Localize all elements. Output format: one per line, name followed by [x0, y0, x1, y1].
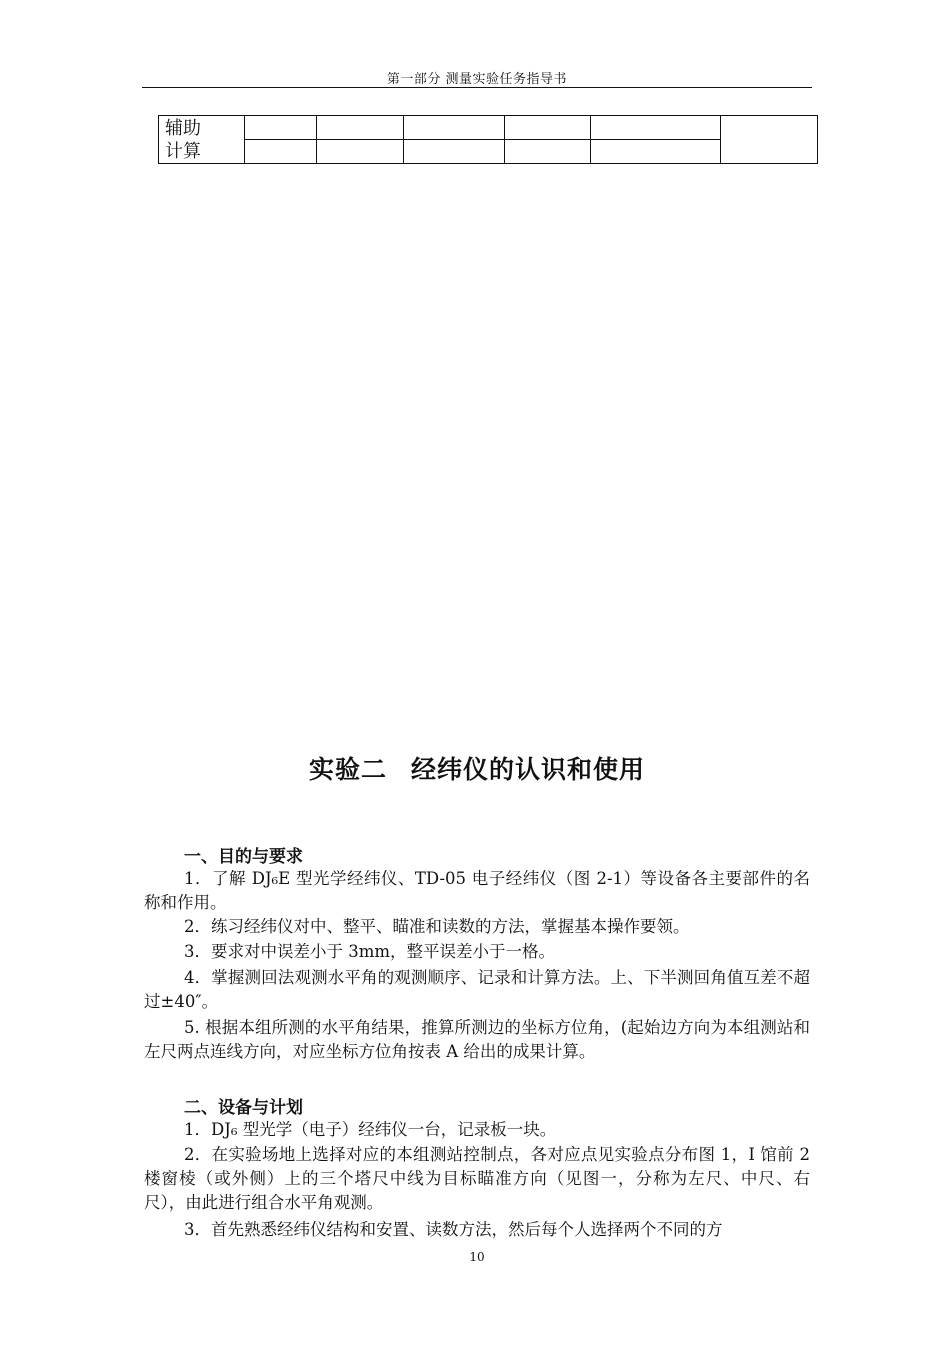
- experiment-title: [142, 750, 812, 786]
- equipment-item-3: 3．首先熟悉经纬仪结构和安置、读数方法，然后每个人选择两个不同的方: [184, 1220, 723, 1239]
- objective-item-5: 5. 根据本组所测的水平角结果，推算所测边的坐标方位角，(起始边方向为本组测站和左尺两点连线方向，对应坐标方位角按表 A 给出的成果计算。: [144, 1018, 810, 1061]
- aux-calc-label-cell: [159, 116, 245, 164]
- equipment-item-2: 2．在实验场地上选择对应的本组测站控制点，各对应点见实验点分布图 1，I 馆前 2 楼窗棱（或外侧）上的三个塔尺中线为目标瞄准方向（见图一，分称为左尺、中尺、右尺），由此进行组合水平角观测。: [144, 1145, 810, 1212]
- table-cell: [245, 116, 317, 140]
- running-header: 第一部分 测量实验任务指导书: [386, 72, 568, 87]
- table-cell: [404, 140, 505, 164]
- table-cell: [591, 116, 721, 140]
- table-cell: [591, 140, 721, 164]
- objective-item-3: 3．要求对中误差小于 3mm，整平误差小于一格。: [184, 942, 556, 961]
- table-row: [159, 140, 818, 164]
- table-row: [159, 116, 818, 140]
- experiment-number: 实验二: [308, 755, 387, 784]
- equipment-item-1: 1．DJ₆ 型光学（电子）经纬仪一台，记录板一块。: [184, 1120, 557, 1139]
- experiment-name: 经纬仪的认识和使用: [411, 755, 646, 784]
- section-heading-objectives: 一、目的与要求: [184, 847, 303, 867]
- header-rule: [142, 87, 812, 88]
- page-number: 10: [469, 1250, 485, 1264]
- table-cell: [317, 116, 404, 140]
- auxiliary-calculation-table: [158, 115, 818, 164]
- table-cell: [721, 116, 818, 164]
- objective-item-2: 2．练习经纬仪对中、整平、瞄准和读数的方法，掌握基本操作要领。: [184, 917, 690, 936]
- table-cell: [505, 116, 591, 140]
- table-cell: [404, 116, 505, 140]
- table-cell: [245, 140, 317, 164]
- section-heading-equipment: 二、设备与计划: [184, 1098, 303, 1118]
- objective-item-4: 4．掌握测回法观测水平角的观测顺序、记录和计算方法。上、下半测回角值互差不超过±40″。: [144, 968, 810, 1011]
- objective-item-1: 1．了解 DJ₆E 型光学经纬仪、TD-05 电子经纬仪（图 2-1）等设备各主要部件的名称和作用。: [144, 869, 810, 912]
- table-cell: [505, 140, 591, 164]
- table-cell: [317, 140, 404, 164]
- aux-label-bottom: 计算: [165, 140, 201, 162]
- aux-label-top: 辅助: [165, 117, 201, 139]
